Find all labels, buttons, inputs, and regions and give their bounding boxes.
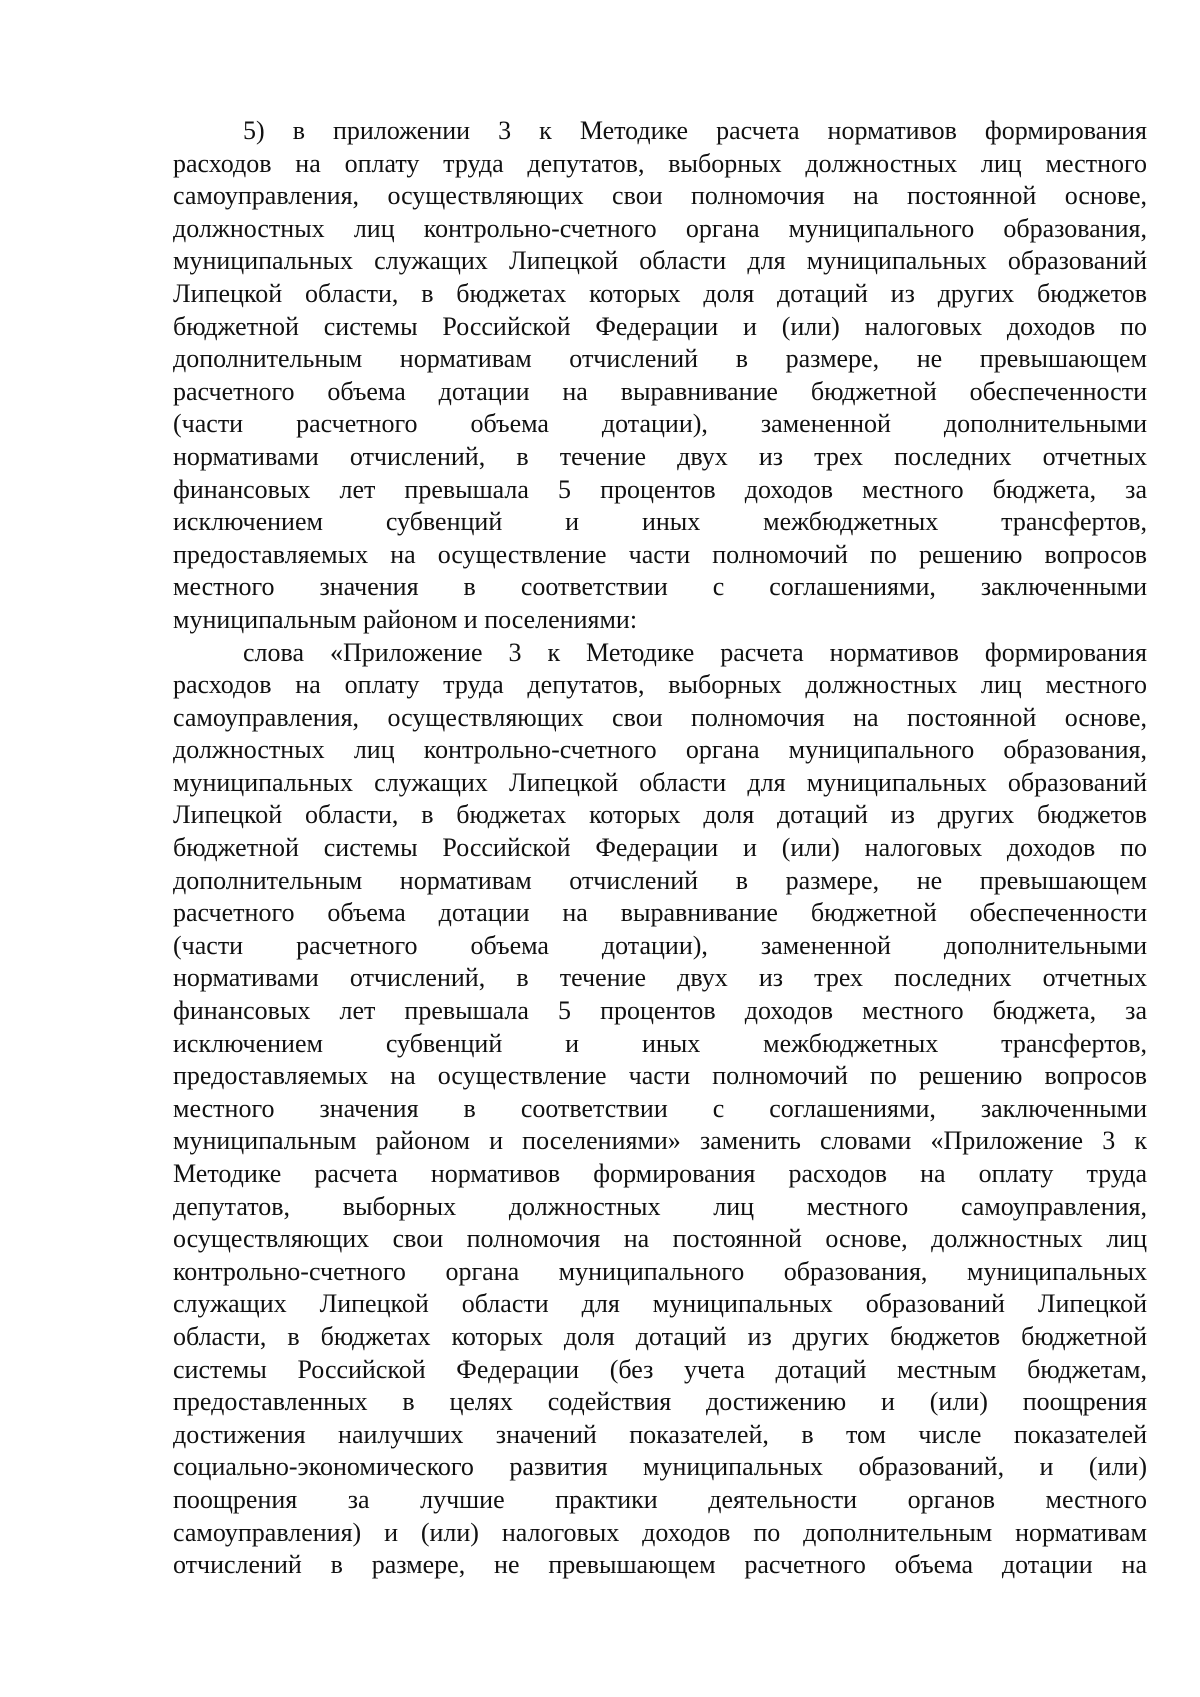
paragraph-words-line: контрольно-счетного органа муниципального образования, муниципальных [173,1256,1147,1286]
paragraph-5-line: должностных лиц контрольно-счетного органа муниципального образования, [173,213,1147,243]
paragraph-words-line: осуществляющих свои полномочия на постоянной основе, должностных лиц [173,1224,1147,1254]
paragraph-words-line: бюджетной системы Российской Федерации и (или) налоговых доходов по [173,833,1147,863]
paragraph-5-line: самоуправления, осуществляющих свои полномочия на постоянной основе, [173,181,1147,211]
paragraph-words-line: депутатов, выборных должностных лиц местного самоуправления, [173,1191,1147,1221]
paragraph-words-line: расходов на оплату труда депутатов, выборных должностных лиц местного [173,670,1147,700]
paragraph-5-line: муниципальным районом и поселениями: [173,604,638,634]
paragraph-words-line: расчетного объема дотации на выравнивание бюджетной обеспеченности [173,898,1147,928]
paragraph-words-line: поощрения за лучшие практики деятельности органов местного [173,1484,1147,1514]
paragraph-words-line: системы Российской Федерации (без учета дотаций местным бюджетам, [173,1354,1147,1384]
paragraph-words-line: муниципальных служащих Липецкой области для муниципальных образований [173,767,1147,797]
paragraph-words-line: предоставляемых на осуществление части полномочий по решению вопросов [173,1061,1147,1091]
paragraph-words-line: (части расчетного объема дотации), замененной дополнительными [173,930,1147,960]
paragraph-words-line: служащих Липецкой области для муниципальных образований Липецкой [173,1289,1147,1319]
paragraph-words-line: самоуправления, осуществляющих свои полномочия на постоянной основе, [173,702,1147,732]
paragraph-words-line: предоставленных в целях содействия достижению и (или) поощрения [173,1387,1147,1417]
paragraph-words-line: Методике расчета нормативов формирования расходов на оплату труда [173,1159,1147,1188]
paragraph-words-line: отчислений в размере, не превышающем расчетного объема дотации на [173,1550,1147,1580]
paragraph-words-line: слова «Приложение 3 к Методике расчета нормативов формирования [243,637,1147,667]
paragraph-5-line: исключением субвенций и иных межбюджетных трансфертов, [173,507,1147,537]
paragraph-words-line: финансовых лет превышала 5 процентов доходов местного бюджета, за [173,996,1147,1026]
paragraph-words-line: исключением субвенций и иных межбюджетных трансфертов, [173,1028,1147,1058]
paragraph-5-line: муниципальных служащих Липецкой области для муниципальных образований [173,246,1147,276]
paragraph-5-line: расчетного объема дотации на выравнивание бюджетной обеспеченности [173,376,1147,406]
paragraph-5-line: предоставляемых на осуществление части полномочий по решению вопросов [173,539,1147,569]
paragraph-words-line: должностных лиц контрольно-счетного органа муниципального образования, [173,735,1147,765]
paragraph-words-line: Липецкой области, в бюджетах которых доля дотаций из других бюджетов [173,800,1147,830]
paragraph-words-line: местного значения в соответствии с соглашениями, заключенными [173,1093,1147,1123]
paragraph-5-line: местного значения в соответствии с соглашениями, заключенными [173,572,1147,602]
paragraph-words-line: области, в бюджетах которых доля дотаций из других бюджетов бюджетной [173,1321,1147,1351]
paragraph-words-line: достижения наилучших значений показателей, в том числе показателей [173,1419,1147,1449]
paragraph-5-line: нормативами отчислений, в течение двух из трех последних отчетных [173,441,1147,471]
paragraph-5-line: Липецкой области, в бюджетах которых доля дотаций из других бюджетов [173,278,1147,308]
paragraph-5-line: бюджетной системы Российской Федерации и (или) налоговых доходов по [173,311,1147,341]
paragraph-words-line: социально-экономического развития муниципальных образований, и (или) [173,1452,1147,1482]
paragraph-5-line: расходов на оплату труда депутатов, выборных должностных лиц местного [173,148,1147,178]
paragraph-words-line: нормативами отчислений, в течение двух из трех последних отчетных [173,963,1147,993]
paragraph-words-line: муниципальным районом и поселениями» заменить словами «Приложение 3 к [173,1126,1147,1156]
paragraph-words-line: дополнительным нормативам отчислений в размере, не превышающем [173,865,1147,895]
document-body [173,115,1147,1582]
paragraph-words-line: самоуправления) и (или) налоговых доходов по дополнительным нормативам [173,1517,1147,1547]
paragraph-5-line: дополнительным нормативам отчислений в размере, не превышающем [173,344,1147,374]
paragraph-5-line: (части расчетного объема дотации), замененной дополнительными [173,409,1147,439]
paragraph-5-line: финансовых лет превышала 5 процентов доходов местного бюджета, за [173,474,1147,504]
paragraph-5-line: 5) в приложении 3 к Методике расчета нормативов формирования [243,116,1147,145]
